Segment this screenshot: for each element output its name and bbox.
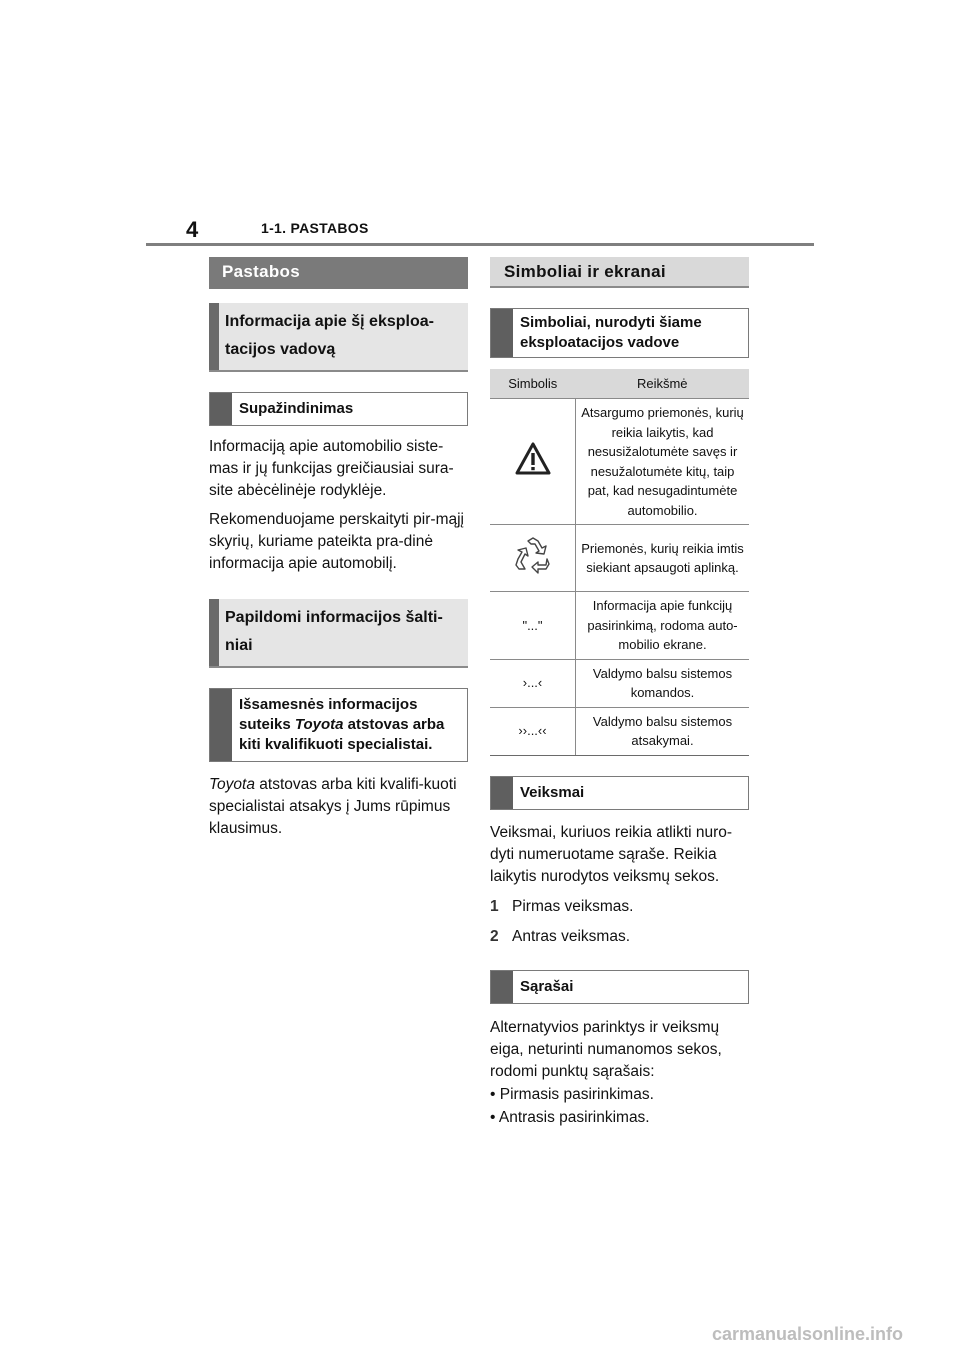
table-row (490, 659, 749, 707)
paragraph-actions: Veiksmai, kuriuos reikia atlikti nuro-dyti numeruotame sąraše. Reikia laikytis nurodytos veiksmų sekos. (490, 823, 733, 885)
header-rule (146, 243, 814, 246)
subsection-title: Informacija apie šį eksploa-tacijos vadovą (225, 313, 434, 358)
box-text-part2: atstovas arba kiti kvalifikuoti specialistai. (239, 716, 445, 753)
heading-box-text: Sąrašai (520, 977, 574, 995)
table-cell-symbol (490, 399, 576, 525)
paragraph-dealer (209, 774, 468, 840)
subsection-title: Papildomi informacijos šalti-niai (225, 609, 443, 654)
table-cell-meaning: Valdymo balsu sistemos atsakymai. (576, 707, 750, 755)
list-item-bullet: • Pirmasis pasirinkimas. (490, 1085, 654, 1103)
table-row (490, 525, 749, 592)
left-column (209, 257, 468, 840)
recycle-icon (513, 535, 553, 575)
heading-box-bar (491, 777, 513, 809)
heading-box-bar (210, 393, 232, 425)
subsection-manual-info (209, 303, 468, 372)
symbols-table (490, 369, 749, 756)
page-number: 4 (186, 217, 199, 242)
list-item-step (490, 926, 749, 948)
step-number: 1 (490, 897, 499, 915)
table-header-row (490, 369, 749, 399)
heading-box-bar (491, 309, 513, 357)
subsection-bar (209, 303, 219, 370)
table-cell-meaning: Atsargumo priemonės, kurių reikia laikytis, kad nesusižalotumėte savęs ir nesužalotumėte kitų, taip pat, kad nesugadintumėte automobilio. (576, 399, 750, 525)
heading-box-introduction (209, 392, 468, 426)
table-cell-symbol (490, 525, 576, 592)
heading-box-text (232, 689, 467, 761)
paragraph-lists: Alternatyvios parinktys ir veiksmų eiga, neturinti numanomos sekos, rodomi punktų sąrašais: (490, 1018, 722, 1080)
brand-name: Toyota (209, 776, 255, 793)
heading-box-actions (490, 776, 749, 810)
subsection-additional-sources (209, 599, 468, 668)
step-number: 2 (490, 927, 499, 945)
warning-triangle-icon (515, 442, 551, 476)
paragraph-index: Informaciją apie automobilio siste-mas ir jų funkcijas greičiausiai sura-site abėcėlinėje rodyklėje. (209, 438, 454, 499)
table-row (490, 399, 749, 525)
heading-box-lists (490, 970, 749, 1004)
list-item-bullet: • Antrasis pasirinkimas. (490, 1108, 650, 1126)
heading-box-bar (491, 971, 513, 1003)
subsection-bar (209, 599, 219, 666)
heading-box-text: Simboliai, nurodyti šiame eksploatacijos vadove (520, 314, 702, 351)
heading-box-text: Supažindinimas (239, 400, 354, 417)
paragraph-dealer-text: atstovas arba kiti kvalifi-kuoti specialistai atsakys į Jums rūpimus klausimus. (209, 776, 457, 837)
table-cell-meaning: Informacija apie funkcijų pasirinkimą, rodoma auto-mobilio ekrane. (576, 592, 750, 660)
table-cell-meaning: Valdymo balsu sistemos komandos. (576, 659, 750, 707)
step-text: Pirmas veiksmas. (512, 897, 634, 915)
step-text: Antras veiksmas. (512, 927, 631, 945)
table-cell-symbol: "..." (490, 592, 576, 660)
table-row (490, 592, 749, 660)
table-header-symbol: Simbolis (490, 369, 576, 399)
box-text-part1: Išsamesnės informacijos suteiks (239, 696, 418, 733)
heading-box-bar (210, 689, 232, 761)
section-title-pastabos: Pastabos (209, 257, 468, 289)
heading-box-dealer (209, 688, 468, 762)
table-header-meaning: Reikšmė (576, 369, 750, 399)
table-cell-symbol: ››...‹‹ (490, 707, 576, 755)
right-column (490, 257, 749, 1129)
table-row (490, 707, 749, 755)
paragraph-first-chapter: Rekomenduojame perskaityti pir-mąjį skyrių, kuriame pateikta pra-dinė informacija apie automobilį. (209, 511, 464, 572)
heading-box-symbols (490, 308, 749, 358)
heading-box-text: Veiksmai (520, 783, 585, 801)
brand-name: Toyota (294, 716, 344, 733)
section-title-symbols: Simboliai ir ekranai (490, 257, 749, 288)
table-cell-symbol: ›...‹ (490, 659, 576, 707)
list-item-step (490, 896, 749, 918)
watermark: carmanualsonline.info (712, 1324, 904, 1344)
chapter-title: 1-1. PASTABOS (261, 220, 369, 236)
table-cell-meaning: Priemonės, kurių reikia imtis siekiant apsaugoti aplinką. (576, 525, 750, 592)
